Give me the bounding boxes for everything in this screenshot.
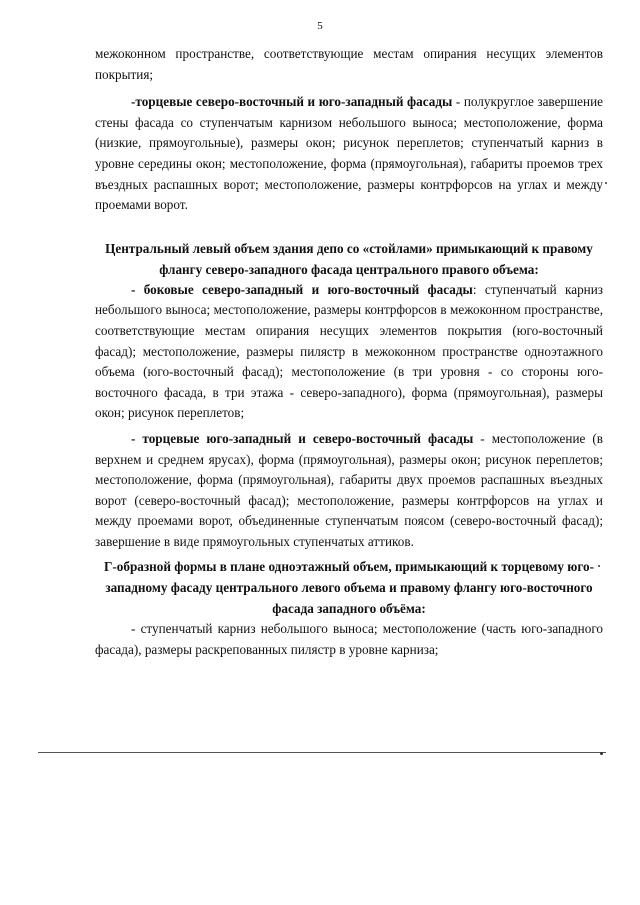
paragraph-cornice: - ступенчатый карниз небольшого выноса; местоположение (часть юго-западного фасада), размеры раскрепованных пилястр в уровне карниза; [95,621,603,658]
paragraph-lead: - боковые северо-западный и юго-восточный фасады [131,281,473,297]
footer-rule [38,752,606,753]
scan-speck [600,752,603,755]
paragraph-continuation: межоконном пространстве, соответствующие местам опирания несущих элементов покрытия; [95,46,603,82]
section-heading-l-shaped: Г-образной формы в плане одноэтажный объем, примыкающий к торцевому юго-западному фасаду центрального левого объема и правому флангу юго-восточного фасада западного объёма: [103,559,595,617]
paragraph-text: - местоположение (в верхнем и среднем ярусах), форма (прямоугольная), размеры окон; рисунок переплетов; местоположение, форма (прямоугольная), габариты двух проемов распашных въездных ворот (северо-восточный фасад); местоположение, размеры контрфорсов на углах и между проемами ворот, объединенные ступенчатым поясом (северо-восточный фасад); завершение в виде прямоугольных ступенчатых аттиков. [95,430,604,549]
page-number: 5 [317,20,323,32]
paragraph-end-facades-2 [95,429,603,553]
scan-speck [598,565,600,567]
paragraph-side-facades [95,280,603,424]
paragraph-lead: - торцевые юго-западный и северо-восточный фасады [131,430,474,446]
paragraph-lead: -торцевые северо-восточный и юго-западный фасады [131,94,453,110]
scan-speck [605,182,607,184]
paragraph-text: - полукруглое завершение стены фасада со ступенчатым карнизом небольшого выноса; местоположение, форма (низкие, прямоугольные), размеры окон; рисунок переплетов; ступенчатый карниз в уровне середины окон; местоположение, форма (прямоугольная), габариты проемов трех въездных распашных ворот; местоположение, размеры контрфорсов на углах и между проемами ворот. [95,94,603,213]
section-heading-central-left: Центральный левый объем здания депо со «стойлами» примыкающий к правому флангу северо-западного фасада центрального правого объема: [105,240,593,277]
paragraph-end-facades [95,92,603,216]
paragraph-text: : ступенчатый карниз небольшого выноса; местоположение, размеры контрфорсов в межоконном пространстве, соответствующие местам опирания несущих элементов покрытия (юго-восточный фасад); местоположение, размеры пилястр в межоконном пространстве одноэтажного объема (юго-восточный фасад); местоположение (в три уровня - со стороны юго-восточного фасада, в три этажа - северо-западного), форма (прямоугольная), размеры окон; рисунок переплетов; [95,281,603,421]
document-body [95,44,603,661]
